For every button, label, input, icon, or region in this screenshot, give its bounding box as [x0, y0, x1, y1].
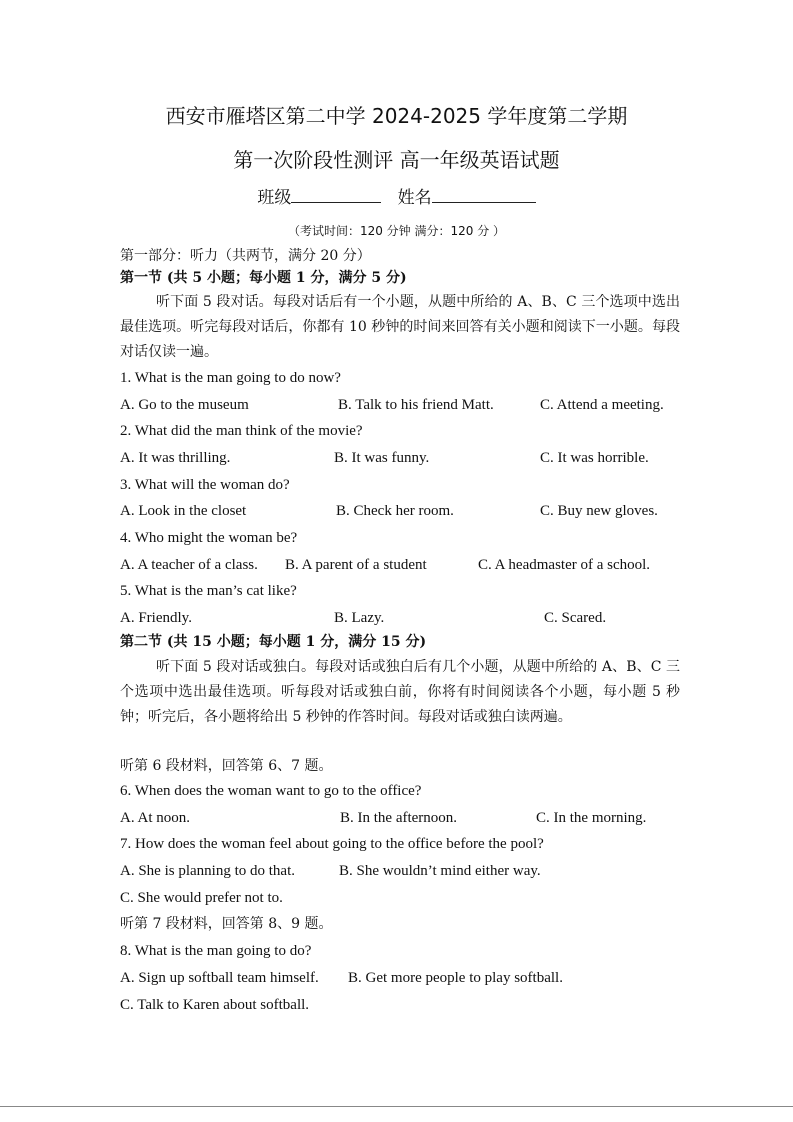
material-6-instruction: 听第 6 段材料，回答第 6、7 题。	[120, 758, 333, 774]
q3-option-c: C. Buy new gloves.	[540, 503, 658, 519]
q7-option-c: C. She would prefer not to.	[120, 890, 283, 906]
exam-info: （考试时间：120 分钟 满分：120 分 ）	[287, 224, 506, 238]
part1-heading: 第一部分：听力（共两节，满分 20 分）	[120, 248, 371, 264]
q6-option-b: B. In the afternoon.	[340, 810, 458, 826]
q7-option-a: A. She is planning to do that.	[120, 863, 295, 879]
name-label: 姓名	[397, 188, 432, 208]
question-1: 1. What is the man going to do now?	[120, 370, 341, 386]
question-4: 4. Who might the woman be?	[120, 530, 298, 546]
question-3: 3. What will the woman do?	[120, 477, 290, 493]
q2-option-a: A. It was thrilling.	[120, 450, 231, 466]
q6-option-a: A. At noon.	[120, 810, 191, 826]
q8-option-c: C. Talk to Karen about softball.	[120, 997, 310, 1013]
section2-instructions: 听下面 5 段对话或独白。每段对话或独白后有几个小题，从题中所给的 A、B、C 三个选项中选出最佳选项。听每段对话或独白前，你将有时间阅读各个小题，每小题 5 秒钟；听完后，各小题将给出 5 秒钟的作答时间。每段对话或独白读两遍。	[120, 659, 680, 725]
name-blank	[432, 186, 536, 203]
q4-option-b: B. A parent of a student	[285, 557, 427, 573]
q4-option-a: A. A teacher of a class.	[120, 557, 258, 573]
question-7: 7. How does the woman feel about going to the office before the pool?	[120, 836, 544, 852]
question-5: 5. What is the man’s cat like?	[120, 583, 297, 599]
q1-option-c: C. Attend a meeting.	[540, 397, 664, 413]
question-2: 2. What did the man think of the movie?	[120, 423, 363, 439]
q5-option-c: C. Scared.	[544, 610, 607, 626]
page-bottom-divider	[0, 1106, 793, 1107]
q5-option-b: B. Lazy.	[334, 610, 385, 626]
q4-option-c: C. A headmaster of a school.	[478, 557, 651, 573]
q1-option-a: A. Go to the museum	[120, 397, 249, 413]
exam-title-line1: 西安市雁塔区第二中学 2024-2025 学年度第二学期	[165, 104, 628, 128]
q6-option-c: C. In the morning.	[536, 810, 647, 826]
q7-option-b: B. She wouldn’t mind either way.	[339, 863, 541, 879]
section1-instructions: 听下面 5 段对话。每段对话后有一个小题，从题中所给的 A、B、C 三个选项中选出最佳选项。听完每段对话后，你都有 10 秒钟的时间来回答有关小题和阅读下一小题。每段对话仅读一遍。	[120, 294, 680, 360]
q2-option-c: C. It was horrible.	[540, 450, 649, 466]
material-7-instruction: 听第 7 段材料，回答第 8、9 题。	[120, 916, 333, 932]
q3-option-b: B. Check her room.	[336, 503, 454, 519]
exam-title-line2: 第一次阶段性测评 高一年级英语试题	[233, 148, 560, 172]
q8-option-a: A. Sign up softball team himself.	[120, 970, 319, 986]
question-8: 8. What is the man going to do?	[120, 943, 312, 959]
question-6: 6. When does the woman want to go to the office?	[120, 783, 422, 799]
student-info-line	[0, 183, 793, 208]
q3-option-a: A. Look in the closet	[120, 503, 247, 519]
section2-heading: 第二节 (共 15 小题；每小题 1 分，满分 15 分)	[120, 634, 427, 650]
q8-option-b: B. Get more people to play softball.	[348, 970, 563, 986]
class-blank	[291, 186, 381, 203]
q2-option-b: B. It was funny.	[334, 450, 430, 466]
q1-option-b: B. Talk to his friend Matt.	[338, 397, 494, 413]
section1-heading: 第一节 (共 5 小题；每小题 1 分，满分 5 分)	[120, 270, 407, 286]
class-label: 班级	[257, 188, 292, 208]
q5-option-a: A. Friendly.	[120, 610, 192, 626]
